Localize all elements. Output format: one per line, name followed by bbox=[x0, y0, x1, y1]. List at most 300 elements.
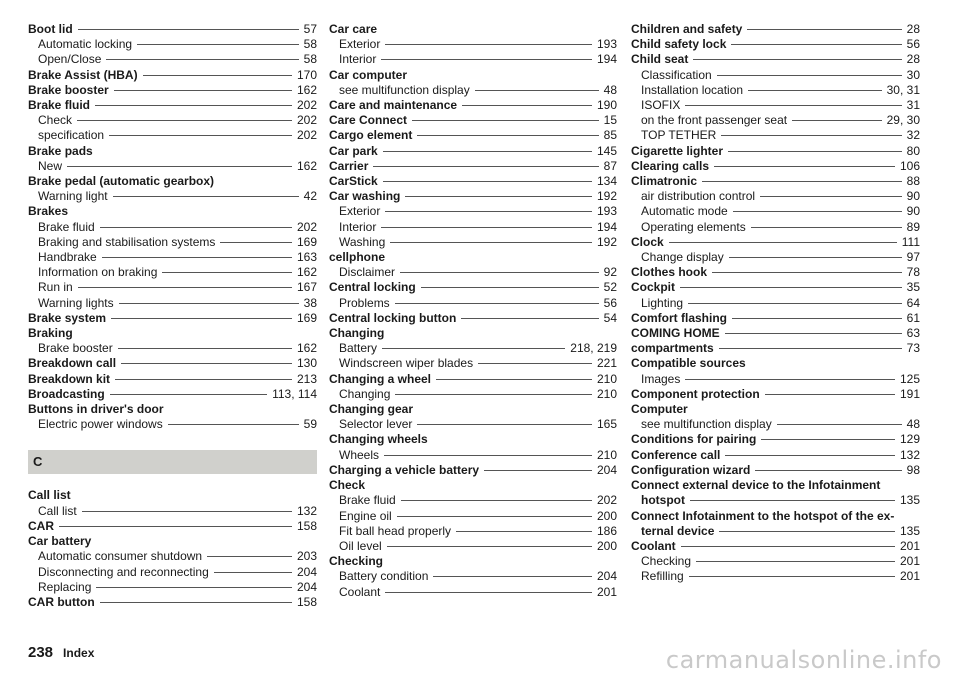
index-entry bbox=[631, 144, 920, 159]
index-subentry bbox=[329, 569, 617, 584]
entry-label: Brake booster bbox=[28, 82, 109, 97]
leader-line bbox=[207, 556, 292, 557]
index-entry bbox=[28, 356, 317, 371]
entry-label: Exterior bbox=[339, 37, 381, 52]
leader-line bbox=[725, 455, 895, 456]
leader-line bbox=[405, 196, 592, 197]
page-reference: 58 bbox=[303, 37, 317, 52]
index-subentry bbox=[28, 265, 317, 280]
leader-line bbox=[137, 44, 299, 45]
index-subentry bbox=[631, 128, 920, 143]
index-heading: Compatible sources bbox=[631, 356, 746, 371]
leader-line bbox=[100, 227, 292, 228]
page-reference: 202 bbox=[296, 98, 317, 113]
letter-heading: C bbox=[28, 450, 317, 474]
entry-label: Care Connect bbox=[329, 113, 408, 128]
entry-label: Handbrake bbox=[38, 250, 97, 265]
leader-line bbox=[688, 303, 902, 304]
index-subentry bbox=[631, 204, 920, 219]
leader-line bbox=[110, 394, 267, 395]
index-entry bbox=[631, 311, 920, 326]
page-reference: 56 bbox=[603, 295, 617, 310]
page-reference: 186 bbox=[596, 523, 617, 538]
index-entry bbox=[28, 372, 317, 387]
entry-label: Automatic mode bbox=[641, 204, 728, 219]
page-reference: 57 bbox=[303, 22, 317, 36]
index-subentry bbox=[631, 250, 920, 265]
page-reference: 59 bbox=[303, 417, 317, 432]
index-column-1 bbox=[28, 22, 317, 610]
index-subentry bbox=[28, 235, 317, 250]
page-reference: 80 bbox=[906, 143, 920, 158]
index-subentry bbox=[28, 250, 317, 265]
page-reference: 111 bbox=[901, 234, 920, 249]
leader-line bbox=[100, 602, 292, 603]
page-reference: 202 bbox=[296, 113, 317, 128]
entry-label: Clock bbox=[631, 234, 664, 249]
entry-label: Charging a vehicle battery bbox=[329, 462, 480, 477]
entry-label: Car washing bbox=[329, 189, 401, 204]
page-reference: 213 bbox=[296, 371, 317, 386]
entry-label: ternal device bbox=[641, 523, 715, 538]
entry-label: Call list bbox=[38, 503, 77, 518]
page-reference: 113, 114 bbox=[272, 386, 317, 401]
page-reference: 158 bbox=[296, 518, 317, 533]
page-reference: 145 bbox=[596, 143, 617, 158]
entry-label: Changing a wheel bbox=[329, 371, 432, 386]
leader-line bbox=[693, 59, 901, 60]
page-reference: 42 bbox=[303, 189, 317, 204]
index-subentry bbox=[28, 113, 317, 128]
entry-label: Children and safety bbox=[631, 22, 743, 36]
leader-line bbox=[96, 587, 292, 588]
entry-label: see multifunction display bbox=[641, 417, 772, 432]
leader-line bbox=[381, 59, 592, 60]
page-reference: 202 bbox=[296, 219, 317, 234]
page-reference: 63 bbox=[906, 326, 920, 341]
entry-label: Cargo element bbox=[329, 128, 413, 143]
page-reference: 92 bbox=[603, 265, 617, 280]
page-reference: 210 bbox=[596, 386, 617, 401]
page-reference: 78 bbox=[906, 265, 920, 280]
entry-label: Brake fluid bbox=[28, 98, 91, 113]
index-subentry bbox=[28, 580, 317, 595]
page-footer bbox=[28, 644, 94, 661]
page-reference: 162 bbox=[296, 82, 317, 97]
index-subentry bbox=[28, 549, 317, 564]
page-reference: 190 bbox=[596, 98, 617, 113]
leader-line bbox=[732, 318, 902, 319]
leader-line bbox=[751, 227, 902, 228]
entry-label: Engine oil bbox=[339, 508, 392, 523]
page-reference: 201 bbox=[899, 554, 920, 569]
index-entry bbox=[631, 539, 920, 554]
index-heading: Connect external device to the Infotainment bbox=[631, 478, 881, 493]
leader-line bbox=[733, 211, 902, 212]
leader-line bbox=[113, 196, 299, 197]
index-subentry bbox=[631, 524, 920, 539]
page-reference: 134 bbox=[596, 174, 617, 189]
index-entry bbox=[631, 387, 920, 402]
index-heading: Car care bbox=[329, 22, 378, 36]
leader-line bbox=[214, 572, 292, 573]
page-reference: 135 bbox=[899, 523, 920, 538]
entry-label: Central locking button bbox=[329, 310, 457, 325]
page-reference: 48 bbox=[906, 417, 920, 432]
index-subentry bbox=[329, 387, 617, 402]
leader-line bbox=[102, 257, 292, 258]
index-heading: Computer bbox=[631, 402, 688, 417]
page-reference: 30 bbox=[906, 67, 920, 82]
section-title: Index bbox=[63, 646, 95, 660]
index-heading: Braking bbox=[28, 326, 73, 341]
leader-line bbox=[714, 166, 895, 167]
page-reference: 89 bbox=[906, 219, 920, 234]
page-reference: 194 bbox=[596, 52, 617, 67]
leader-line bbox=[725, 333, 902, 334]
index-heading: Brakes bbox=[28, 204, 69, 219]
entry-label: Central locking bbox=[329, 280, 416, 295]
entry-label: Braking and stabilisation systems bbox=[38, 234, 216, 249]
entry-label: Wheels bbox=[339, 447, 380, 462]
leader-line bbox=[168, 424, 299, 425]
leader-line bbox=[381, 227, 592, 228]
entry-label: air distribution control bbox=[641, 189, 756, 204]
index-entry bbox=[329, 98, 617, 113]
entry-label: Boot lid bbox=[28, 22, 73, 36]
entry-label: Warning lights bbox=[38, 295, 114, 310]
index-subentry bbox=[329, 585, 617, 600]
page-reference: 193 bbox=[596, 37, 617, 52]
leader-line bbox=[760, 196, 902, 197]
leader-line bbox=[702, 181, 902, 182]
entry-label: Operating elements bbox=[641, 219, 746, 234]
entry-label: Brake system bbox=[28, 310, 107, 325]
index-heading: Brake pads bbox=[28, 143, 93, 158]
page-reference: 203 bbox=[296, 549, 317, 564]
index-entry bbox=[631, 448, 920, 463]
leader-line bbox=[719, 348, 902, 349]
leader-line bbox=[220, 242, 292, 243]
leader-line bbox=[685, 379, 895, 380]
leader-line bbox=[109, 135, 292, 136]
page-reference: 201 bbox=[899, 538, 920, 553]
page-reference: 29, 30 bbox=[886, 113, 920, 128]
page-reference: 35 bbox=[906, 280, 920, 295]
entry-label: hotspot bbox=[641, 493, 685, 508]
entry-label: Disconnecting and reconnecting bbox=[38, 564, 209, 579]
leader-line bbox=[681, 546, 895, 547]
index-heading: Car computer bbox=[329, 67, 408, 82]
index-subentry bbox=[28, 220, 317, 235]
index-subentry bbox=[28, 296, 317, 311]
index-heading: cellphone bbox=[329, 250, 386, 265]
index-subentry bbox=[631, 554, 920, 569]
entry-label: CAR button bbox=[28, 594, 95, 609]
index-subentry bbox=[329, 52, 617, 67]
entry-label: Warning light bbox=[38, 189, 108, 204]
page-reference: 158 bbox=[296, 594, 317, 609]
entry-label: Fit ball head properly bbox=[339, 523, 452, 538]
leader-line bbox=[385, 44, 592, 45]
entry-label: Car park bbox=[329, 143, 378, 158]
leader-line bbox=[67, 166, 292, 167]
page-reference: 28 bbox=[906, 52, 920, 67]
entry-label: Component protection bbox=[631, 386, 760, 401]
watermark: carmanualsonline.info bbox=[665, 646, 942, 674]
index-subentry bbox=[631, 98, 920, 113]
index-entry bbox=[631, 22, 920, 37]
leader-line bbox=[755, 470, 901, 471]
page-reference: 135 bbox=[899, 493, 920, 508]
index-heading: Changing bbox=[329, 326, 385, 341]
index-subentry bbox=[329, 296, 617, 311]
entry-label: Climatronic bbox=[631, 174, 698, 189]
index-heading: Changing gear bbox=[329, 402, 414, 417]
entry-label: Care and maintenance bbox=[329, 98, 458, 113]
page-reference: 210 bbox=[596, 371, 617, 386]
entry-label: Check bbox=[38, 113, 73, 128]
entry-label: Oil level bbox=[339, 538, 382, 553]
leader-line bbox=[382, 348, 565, 349]
page-reference: 191 bbox=[899, 386, 920, 401]
leader-line bbox=[777, 424, 902, 425]
entry-label: Brake fluid bbox=[339, 493, 396, 508]
leader-line bbox=[143, 75, 292, 76]
page-reference: 202 bbox=[296, 128, 317, 143]
entry-label: Conference call bbox=[631, 447, 721, 462]
index-subentry bbox=[329, 37, 617, 52]
entry-label: Checking bbox=[641, 554, 692, 569]
page-reference: 61 bbox=[906, 310, 920, 325]
entry-label: Replacing bbox=[38, 579, 92, 594]
index-subentry bbox=[631, 372, 920, 387]
index-entry bbox=[329, 280, 617, 295]
entry-label: ISOFIX bbox=[641, 98, 681, 113]
entry-label: Open/Close bbox=[38, 52, 102, 67]
index-entry bbox=[329, 311, 617, 326]
index-entry bbox=[329, 128, 617, 143]
index-entry bbox=[631, 326, 920, 341]
index-heading: Check bbox=[329, 478, 366, 493]
leader-line bbox=[433, 576, 592, 577]
page-reference: 129 bbox=[899, 432, 920, 447]
index-subentry bbox=[28, 417, 317, 432]
entry-label: Automatic consumer shutdown bbox=[38, 549, 203, 564]
index-entry bbox=[28, 387, 317, 402]
page-reference: 221 bbox=[596, 356, 617, 371]
entry-label: Disclaimer bbox=[339, 265, 396, 280]
leader-line bbox=[395, 303, 599, 304]
index-subentry bbox=[28, 280, 317, 295]
page-reference: 162 bbox=[296, 158, 317, 173]
page-reference: 210 bbox=[596, 447, 617, 462]
index-entry bbox=[631, 463, 920, 478]
leader-line bbox=[115, 379, 292, 380]
leader-line bbox=[712, 272, 902, 273]
page-reference: 169 bbox=[296, 234, 317, 249]
leader-line bbox=[400, 272, 599, 273]
entry-label: Comfort flashing bbox=[631, 310, 727, 325]
leader-line bbox=[478, 363, 592, 364]
entry-label: TOP TETHER bbox=[641, 128, 717, 143]
index-entry bbox=[329, 174, 617, 189]
index-entry bbox=[28, 311, 317, 326]
leader-line bbox=[484, 470, 592, 471]
page-reference: 54 bbox=[603, 310, 617, 325]
leader-line bbox=[747, 29, 901, 30]
index-subentry bbox=[631, 569, 920, 584]
leader-line bbox=[412, 120, 599, 121]
page-reference: 170 bbox=[296, 67, 317, 82]
entry-label: Exterior bbox=[339, 204, 381, 219]
page-reference: 192 bbox=[596, 234, 617, 249]
page-reference: 30, 31 bbox=[886, 82, 920, 97]
page-reference: 64 bbox=[906, 295, 920, 310]
index-subentry bbox=[631, 493, 920, 508]
index-subentry bbox=[329, 356, 617, 371]
entry-label: Broadcasting bbox=[28, 386, 105, 401]
entry-label: Images bbox=[641, 371, 681, 386]
entry-label: Brake Assist (HBA) bbox=[28, 67, 138, 82]
entry-label: Lighting bbox=[641, 295, 684, 310]
leader-line bbox=[685, 105, 901, 106]
entry-label: Coolant bbox=[339, 584, 381, 599]
page-reference: 28 bbox=[906, 22, 920, 36]
index-subentry bbox=[28, 128, 317, 143]
index-entry bbox=[28, 519, 317, 534]
leader-line bbox=[462, 105, 592, 106]
leader-line bbox=[719, 531, 895, 532]
index-subentry bbox=[329, 204, 617, 219]
index-entry bbox=[28, 595, 317, 610]
index-entry bbox=[631, 280, 920, 295]
page-reference: 162 bbox=[296, 341, 317, 356]
entry-label: Child safety lock bbox=[631, 37, 727, 52]
leader-line bbox=[717, 75, 902, 76]
leader-line bbox=[77, 120, 292, 121]
entry-label: Changing bbox=[339, 386, 391, 401]
entry-label: see multifunction display bbox=[339, 82, 470, 97]
page-reference: 192 bbox=[596, 189, 617, 204]
leader-line bbox=[748, 90, 882, 91]
page-reference: 85 bbox=[603, 128, 617, 143]
index-heading: Buttons in driver's door bbox=[28, 402, 164, 417]
entry-label: Washing bbox=[339, 234, 386, 249]
index-heading: Checking bbox=[329, 554, 384, 569]
index-entry bbox=[28, 98, 317, 113]
index-entry bbox=[631, 174, 920, 189]
leader-line bbox=[95, 105, 292, 106]
leader-line bbox=[397, 516, 592, 517]
index-heading: Connect Infotainment to the hotspot of the ex- bbox=[631, 508, 895, 523]
index-subentry bbox=[329, 83, 617, 98]
entry-label: Automatic locking bbox=[38, 37, 133, 52]
index-entry bbox=[329, 463, 617, 478]
index-subentry bbox=[329, 265, 617, 280]
index-entry bbox=[28, 83, 317, 98]
index-entry bbox=[631, 37, 920, 52]
page-reference: 200 bbox=[596, 508, 617, 523]
entry-label: Installation location bbox=[641, 82, 744, 97]
index-subentry bbox=[329, 220, 617, 235]
page-reference: 106 bbox=[899, 158, 920, 173]
leader-line bbox=[765, 394, 895, 395]
leader-line bbox=[436, 379, 592, 380]
page-reference: 125 bbox=[899, 371, 920, 386]
leader-line bbox=[106, 59, 298, 60]
entry-label: CarStick bbox=[329, 174, 378, 189]
leader-line bbox=[417, 424, 592, 425]
index-subentry bbox=[28, 189, 317, 204]
entry-label: Information on braking bbox=[38, 265, 158, 280]
entry-label: compartments bbox=[631, 341, 714, 356]
index-subentry bbox=[329, 235, 617, 250]
entry-label: Change display bbox=[641, 250, 724, 265]
leader-line bbox=[417, 135, 598, 136]
leader-line bbox=[461, 318, 598, 319]
leader-line bbox=[373, 166, 598, 167]
entry-label: Selector lever bbox=[339, 417, 413, 432]
page-reference: 204 bbox=[596, 462, 617, 477]
index-column-2 bbox=[329, 22, 617, 600]
entry-label: Child seat bbox=[631, 52, 689, 67]
entry-label: Battery condition bbox=[339, 569, 429, 584]
index-subentry bbox=[329, 417, 617, 432]
entry-label: Cigarette lighter bbox=[631, 143, 724, 158]
page-reference: 97 bbox=[906, 250, 920, 265]
leader-line bbox=[162, 272, 292, 273]
page-reference: 204 bbox=[596, 569, 617, 584]
leader-line bbox=[761, 439, 895, 440]
leader-line bbox=[78, 29, 299, 30]
page-reference: 130 bbox=[296, 356, 317, 371]
leader-line bbox=[385, 211, 592, 212]
page-reference: 194 bbox=[596, 219, 617, 234]
index-column-3 bbox=[631, 22, 920, 585]
index-entry bbox=[631, 235, 920, 250]
page-reference: 90 bbox=[906, 204, 920, 219]
entry-label: Brake fluid bbox=[38, 219, 95, 234]
index-entry bbox=[329, 372, 617, 387]
page-reference: 56 bbox=[906, 37, 920, 52]
page-reference: 98 bbox=[906, 462, 920, 477]
leader-line bbox=[395, 394, 592, 395]
entry-label: Battery bbox=[339, 341, 378, 356]
index-subentry bbox=[28, 341, 317, 356]
entry-label: Brake booster bbox=[38, 341, 113, 356]
leader-line bbox=[401, 500, 592, 501]
index-subentry bbox=[329, 341, 617, 356]
index-entry bbox=[28, 68, 317, 83]
page-reference: 132 bbox=[296, 503, 317, 518]
leader-line bbox=[729, 257, 902, 258]
index-subentry bbox=[631, 417, 920, 432]
leader-line bbox=[383, 151, 592, 152]
leader-line bbox=[721, 135, 901, 136]
index-subentry bbox=[329, 539, 617, 554]
page-reference: 167 bbox=[296, 280, 317, 295]
index-entry bbox=[631, 341, 920, 356]
entry-label: Refilling bbox=[641, 569, 684, 584]
leader-line bbox=[421, 287, 599, 288]
index-subentry bbox=[28, 565, 317, 580]
index-subentry bbox=[631, 68, 920, 83]
entry-label: Classification bbox=[641, 67, 712, 82]
leader-line bbox=[475, 90, 599, 91]
entry-label: on the front passenger seat bbox=[641, 113, 788, 128]
entry-label: Clearing calls bbox=[631, 158, 710, 173]
